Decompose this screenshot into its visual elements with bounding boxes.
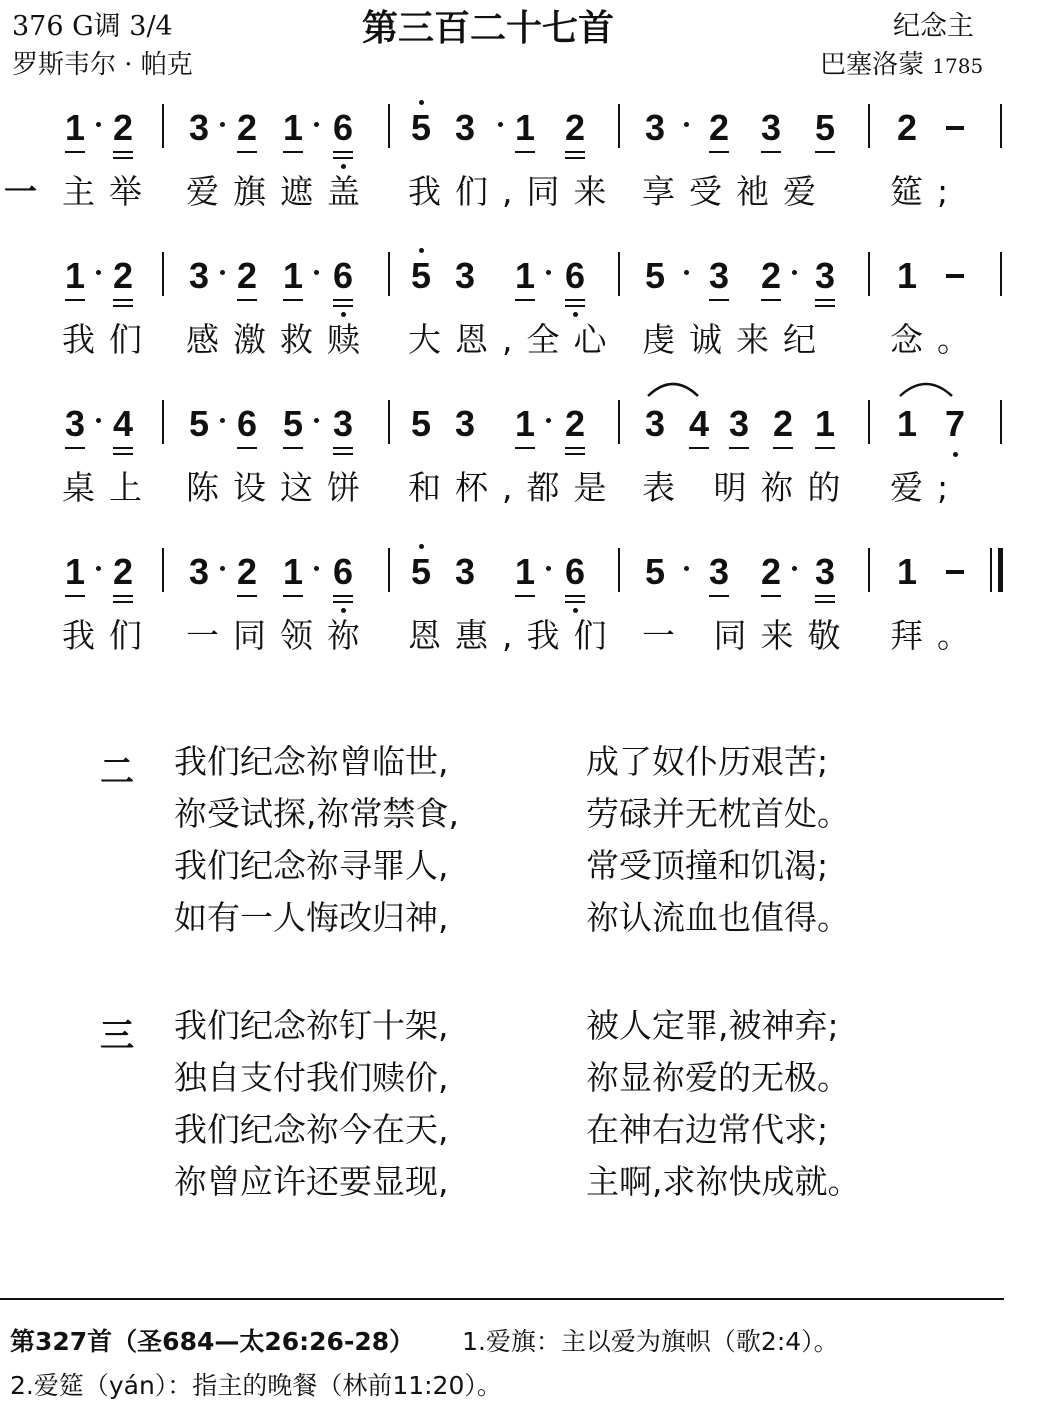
note: 3 <box>706 552 732 592</box>
score-system <box>0 108 1042 168</box>
composer: 罗斯韦尔 · 帕克 <box>12 50 193 80</box>
hymn-number-key: 376 G调 3/4 <box>12 11 173 42</box>
dash <box>946 274 964 278</box>
lyric-segment: 一同领祢 <box>186 616 374 655</box>
note: 2 <box>562 108 588 148</box>
stanza-line: 我们纪念祢曾临世, <box>174 742 449 781</box>
note: 1 <box>896 255 918 296</box>
note: 1 <box>896 551 918 592</box>
stanza-line: 被人定罪,被神弃; <box>586 1006 839 1045</box>
note: 1 <box>62 552 88 592</box>
note: 2 <box>234 108 260 148</box>
dot <box>792 270 797 275</box>
dot <box>498 122 503 127</box>
page-title: 第三百二十七首 <box>362 8 615 49</box>
note: 2 <box>110 256 136 296</box>
dot <box>792 566 797 571</box>
barline <box>388 400 390 444</box>
note: 6 <box>330 256 356 296</box>
dot <box>220 566 225 571</box>
note: 3 <box>454 107 476 148</box>
barline <box>868 548 870 592</box>
lyric-segment: 虔诚来纪 <box>642 320 830 359</box>
note: 6 <box>562 552 588 592</box>
dot <box>546 566 551 571</box>
note: 2 <box>110 552 136 592</box>
barline <box>990 548 992 592</box>
barline <box>868 400 870 444</box>
lyric-segment: 念。 <box>890 320 984 359</box>
note: 2 <box>234 552 260 592</box>
note: 6 <box>562 256 588 296</box>
lyric-segment: 陈设这饼 <box>186 468 374 507</box>
barline <box>618 252 620 296</box>
stanza-line: 祢认流血也值得。 <box>586 898 850 937</box>
note: 1 <box>280 256 306 296</box>
note: 3 <box>812 552 838 592</box>
dash <box>946 126 964 130</box>
lyricist-name: 巴塞洛蒙 <box>820 50 925 80</box>
verse-label: 一 <box>4 172 37 211</box>
dot <box>96 566 101 571</box>
stanza-number: 二 <box>100 752 134 792</box>
barline <box>618 548 620 592</box>
note: 3 <box>454 551 476 592</box>
note: 2 <box>896 107 918 148</box>
footnote-reference: 第327首（圣684—太26:26-28） <box>10 1327 415 1356</box>
footnote-1: 1.爱旗：主以爱为旗帜（歌2:4）。 <box>462 1327 839 1356</box>
stanza-line: 主啊,求祢快成就。 <box>586 1162 861 1201</box>
note: 3 <box>644 403 666 444</box>
score-system <box>0 404 1042 464</box>
dot <box>546 270 551 275</box>
note: 6 <box>330 552 356 592</box>
year: 1785 <box>932 54 984 78</box>
note: 6 <box>330 108 356 148</box>
note: 5 <box>408 108 434 148</box>
barline <box>388 548 390 592</box>
stanza-line: 我们纪念祢今在天, <box>174 1110 449 1149</box>
barline <box>388 104 390 148</box>
barline <box>1000 400 1002 444</box>
stanza-line: 祢显祢爱的无极。 <box>586 1058 850 1097</box>
note: 4 <box>686 404 712 444</box>
barline <box>1000 252 1002 296</box>
note: 3 <box>454 255 476 296</box>
lyric-segment: 大恩,全心 <box>408 320 621 359</box>
note: 3 <box>644 107 666 148</box>
lyric-segment: 筵; <box>890 172 963 211</box>
note: 2 <box>562 404 588 444</box>
slur <box>890 378 962 398</box>
lyric-segment: 桌上 <box>62 468 156 507</box>
dot <box>96 270 101 275</box>
stanza-line: 常受顶撞和饥渴; <box>586 846 829 885</box>
lyric-segment: 享受祂爱 <box>642 172 830 211</box>
note: 1 <box>280 108 306 148</box>
score-system <box>0 552 1042 612</box>
note: 1 <box>512 108 538 148</box>
barline <box>162 252 164 296</box>
slur <box>638 378 708 398</box>
note: 2 <box>758 256 784 296</box>
note: 3 <box>758 108 784 148</box>
lyric-segment: 表 明祢的 <box>642 468 855 507</box>
lyricist <box>820 44 983 81</box>
lyric-segment: 主举 <box>62 172 156 211</box>
note: 2 <box>234 256 260 296</box>
stanza-line: 如有一人悔改归神, <box>174 898 449 937</box>
note: 3 <box>62 404 88 444</box>
lyric-segment: 拜。 <box>890 616 984 655</box>
dot <box>220 270 225 275</box>
note: 3 <box>188 551 210 592</box>
note: 1 <box>280 552 306 592</box>
note: 2 <box>706 108 732 148</box>
note: 1 <box>896 403 918 444</box>
dot <box>314 122 319 127</box>
note: 1 <box>812 404 838 444</box>
note: 1 <box>512 256 538 296</box>
dot <box>314 270 319 275</box>
note: 2 <box>110 108 136 148</box>
note: 5 <box>188 403 210 444</box>
dot <box>96 418 101 423</box>
note: 6 <box>234 404 260 444</box>
note: 3 <box>454 403 476 444</box>
note: 3 <box>706 256 732 296</box>
stanza-line: 我们纪念祢钉十架, <box>174 1006 449 1045</box>
dot <box>684 122 689 127</box>
dot <box>684 566 689 571</box>
lyric-segment: 一 同来敬 <box>642 616 855 655</box>
stanza-line: 劳碌并无枕首处。 <box>586 794 850 833</box>
stanza-number: 三 <box>100 1016 134 1056</box>
note: 5 <box>408 256 434 296</box>
lyric-segment: 恩惠,我们 <box>408 616 621 655</box>
score-system <box>0 256 1042 316</box>
note: 1 <box>62 256 88 296</box>
barline <box>618 400 620 444</box>
note: 5 <box>410 403 432 444</box>
barline <box>868 252 870 296</box>
note: 1 <box>512 552 538 592</box>
note: 3 <box>188 107 210 148</box>
lyric-segment: 我们 <box>62 320 156 359</box>
lyric-segment: 我们,同来 <box>408 172 621 211</box>
barline <box>618 104 620 148</box>
lyric-segment: 爱旗遮盖 <box>186 172 374 211</box>
note: 1 <box>62 108 88 148</box>
barline <box>388 252 390 296</box>
lyric-segment: 爱; <box>890 468 963 507</box>
dot <box>546 418 551 423</box>
footnote-line-1 <box>10 1322 839 1358</box>
barline <box>162 548 164 592</box>
footnote-line-2: 2.爱筵（yán）：指主的晚餐（林前11:20）。 <box>10 1371 502 1400</box>
note: 2 <box>770 404 796 444</box>
stanza-line: 成了奴仆历艰苦; <box>586 742 829 781</box>
lyric-segment: 和杯,都是 <box>408 468 621 507</box>
footer-divider <box>0 1298 1004 1300</box>
dot <box>314 418 319 423</box>
note: 3 <box>188 255 210 296</box>
dot <box>220 418 225 423</box>
dot <box>314 566 319 571</box>
lyric-segment: 感激救赎 <box>186 320 374 359</box>
note: 3 <box>330 404 356 444</box>
note: 3 <box>726 404 752 444</box>
lyric-segment: 我们 <box>62 616 156 655</box>
note: 2 <box>758 552 784 592</box>
final-barline <box>998 548 1003 592</box>
note: 5 <box>280 404 306 444</box>
barline <box>1000 104 1002 148</box>
dot <box>220 122 225 127</box>
note: 4 <box>110 404 136 444</box>
note: 1 <box>512 404 538 444</box>
dot <box>684 270 689 275</box>
dot <box>96 122 101 127</box>
note: 5 <box>644 551 666 592</box>
note: 5 <box>812 108 838 148</box>
stanza-line: 独自支付我们赎价, <box>174 1058 449 1097</box>
barline <box>162 104 164 148</box>
stanza-line: 祢曾应许还要显现, <box>174 1162 449 1201</box>
note: 7 <box>942 404 968 444</box>
barline <box>162 400 164 444</box>
note: 5 <box>408 552 434 592</box>
stanza-line: 在神右边常代求; <box>586 1110 829 1149</box>
barline <box>868 104 870 148</box>
dash <box>946 570 964 574</box>
note: 3 <box>812 256 838 296</box>
note: 5 <box>644 255 666 296</box>
category-label: 纪念主 <box>893 11 974 42</box>
stanza-line: 我们纪念祢寻罪人, <box>174 846 449 885</box>
stanza-line: 祢受试探,祢常禁食, <box>174 794 459 833</box>
